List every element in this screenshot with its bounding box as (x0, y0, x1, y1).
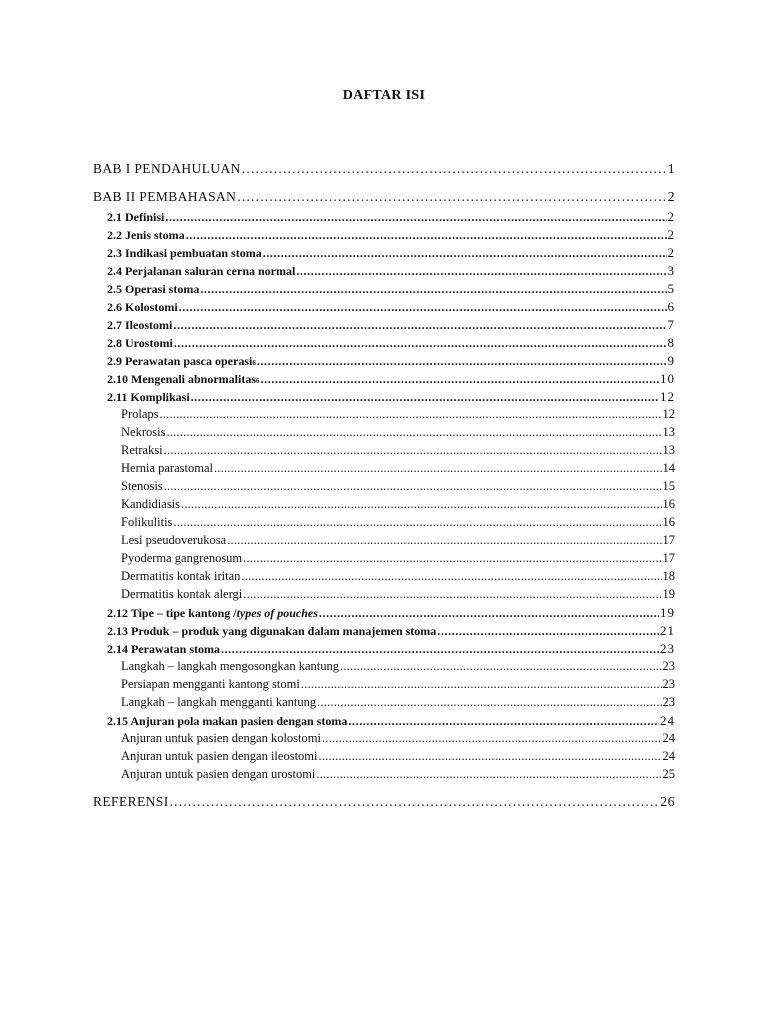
toc-entry-label: Prolaps (121, 407, 159, 421)
toc-entry-label: 2.3 Indikasi pembuatan stoma (107, 246, 262, 260)
toc-entry-page: 18 (662, 569, 675, 583)
toc-entry: 2.10 Mengenali abnormalitas 6 ..... 10 (107, 371, 675, 387)
toc-entry (121, 533, 675, 548)
toc-entry-page: 13 (662, 425, 675, 439)
toc-entry (107, 641, 675, 657)
toc-entry (121, 749, 675, 764)
toc-entry-label: Hernia parastomal (121, 461, 213, 475)
toc-entry-page: 15 (662, 479, 675, 493)
toc-entry-page: 14 (662, 461, 675, 475)
toc-entry (121, 497, 675, 512)
toc-entry-label: 2.1 Definisi (107, 210, 165, 224)
toc-entry-label: 2.9 Perawatan pasca operasi (107, 354, 253, 368)
toc-dot-leader (179, 300, 667, 315)
toc-entry-label: 2.4 Perjalanan saluran cerna normal (107, 264, 296, 278)
toc-entry: 2.9 Perawatan pasca operasi 6 ..... 9 (107, 353, 675, 369)
toc-dot-leader (301, 677, 662, 692)
toc-dot-leader (437, 624, 659, 639)
toc-entry-label: 2.7 Ileostomi (107, 318, 173, 332)
toc-entry-page: 21 (660, 623, 675, 638)
toc-dot-leader (221, 642, 659, 657)
toc-entry (93, 189, 675, 206)
toc-entry (121, 443, 675, 458)
toc-entry-page: 19 (662, 587, 675, 601)
toc-entry (107, 605, 675, 621)
toc-entry-page: 2 (667, 209, 675, 224)
toc-entry-page: 3 (667, 263, 675, 278)
toc-entry-page: 24 (662, 749, 675, 763)
toc-entry-label: Pyoderma gangrenosum (121, 551, 243, 565)
toc-entry-page: 12 (660, 389, 675, 404)
toc-entry-page: 23 (662, 659, 675, 673)
toc-dot-leader (164, 443, 662, 458)
toc-entry (121, 659, 675, 674)
toc-entry-page: 9 (667, 353, 675, 368)
toc-dot-leader (348, 714, 659, 729)
toc-entry-page: 23 (660, 641, 675, 656)
toc-entry-label: 2.13 Produk – produk yang digunakan dalam manajemen stoma (107, 624, 437, 638)
toc-entry-page: 8 (667, 335, 675, 350)
toc-entry (121, 515, 675, 530)
toc-dot-leader (173, 515, 661, 530)
toc-entry-label: REFERENSI (93, 794, 169, 809)
toc-dot-leader (317, 695, 661, 710)
toc-entry (107, 713, 675, 729)
toc-dot-leader (319, 749, 662, 764)
toc-entry-label: Nekrosis (121, 425, 166, 439)
toc-dot-leader (227, 533, 661, 548)
toc-entry (93, 161, 675, 178)
toc-entry-page: 1 (667, 162, 675, 177)
toc-entry (107, 389, 675, 405)
toc-entry-label: Persiapan mengganti kantong stomi (121, 677, 300, 691)
toc-entry (121, 587, 675, 602)
toc-entry-page: 2 (667, 245, 675, 260)
toc-entry-page: 5 (667, 281, 675, 296)
toc-dot-leader (243, 551, 661, 566)
toc-dot-leader (316, 767, 661, 782)
toc-entry-label: Langkah – langkah mengganti kantung (121, 695, 317, 709)
toc-dot-leader (166, 425, 661, 440)
toc-entry-page: 24 (662, 731, 675, 745)
toc-dot-leader (186, 228, 667, 243)
toc-entry-page: 16 (662, 497, 675, 511)
toc-entry (93, 794, 675, 811)
toc-entry (121, 551, 675, 566)
toc-dot-leader (200, 282, 666, 297)
toc-entry (121, 767, 675, 782)
toc-entry-label: Anjuran untuk pasien dengan kolostomi (121, 731, 321, 745)
toc-entry-page: 6 (667, 299, 675, 314)
toc-entry-page: 25 (662, 767, 675, 781)
toc-entry-page: 19 (660, 605, 675, 620)
toc-dot-leader (160, 407, 662, 422)
toc-entry-page: 7 (667, 317, 675, 332)
toc-entry-page: 13 (662, 443, 675, 457)
toc-entry-label: BAB II PEMBAHASAN (93, 189, 237, 204)
toc-dot-leader (214, 461, 662, 476)
toc-entry (107, 263, 675, 279)
toc-entry-label-italic: types of pouches (236, 606, 318, 620)
toc-entry-page: 12 (662, 407, 675, 421)
toc-dot-leader (165, 210, 666, 225)
toc-entry (107, 317, 675, 333)
toc-entry-label: Kandidiasis (121, 497, 181, 511)
toc-dot-leader (173, 318, 666, 333)
toc-entry (107, 281, 675, 297)
toc-entry (107, 227, 675, 243)
toc-entry-page: 2 (667, 227, 675, 242)
toc-entry-label: 2.11 Komplikasi (107, 390, 190, 404)
toc-entry (121, 425, 675, 440)
toc-entry (121, 695, 675, 710)
toc-entry-label: Stenosis (121, 479, 163, 493)
toc-entry-label: Dermatitis kontak alergi (121, 587, 243, 601)
toc-dot-leader (170, 794, 660, 810)
toc-dot-leader (322, 731, 662, 746)
toc-entry-page: 26 (660, 795, 675, 810)
toc-entry-page: 24 (660, 713, 675, 728)
toc-entry (121, 677, 675, 692)
toc-entry (121, 461, 675, 476)
toc-entry-page: 16 (662, 515, 675, 529)
toc-entry-label: 2.15 Anjuran pola makan pasien dengan stoma (107, 714, 348, 728)
toc-dot-leader (261, 372, 660, 387)
toc-entry-label: Folikulitis (121, 515, 173, 529)
toc-entry-page: 10 (660, 371, 675, 386)
toc-entry-label: Dermatitis kontak iritan (121, 569, 241, 583)
toc-entry-label: 2.12 Tipe – tipe kantong / (107, 606, 237, 620)
toc-entry-label: Retraksi (121, 443, 163, 457)
page-title: DAFTAR ISI (342, 88, 426, 103)
toc-dot-leader (181, 497, 661, 512)
toc-entry-label: Anjuran untuk pasien dengan ileostomi (121, 749, 318, 763)
toc-entry (107, 335, 675, 351)
toc-entry (107, 245, 675, 261)
toc-entry-label: 2.6 Kolostomi (107, 300, 178, 314)
toc-dot-leader (257, 354, 667, 369)
toc-dot-leader (319, 606, 659, 621)
toc-dot-leader (237, 189, 666, 205)
toc-entry-label: Langkah – langkah mengosongkan kantung (121, 659, 340, 673)
toc-entry-label: 2.10 Mengenali abnormalitas (107, 372, 256, 386)
toc-dot-leader (242, 161, 667, 177)
toc-entry (107, 299, 675, 315)
toc-entry-page: 2 (667, 190, 675, 205)
toc-entry (107, 623, 675, 639)
toc-entry (121, 569, 675, 584)
toc-entry-label: Lesi pseudoverukosa (121, 533, 227, 547)
toc-entry-page: 17 (662, 551, 675, 565)
toc-entry (107, 209, 675, 225)
toc-dot-leader (174, 336, 667, 351)
toc-entry-page: 23 (662, 677, 675, 691)
toc-entry (121, 731, 675, 746)
toc-dot-leader (263, 246, 667, 261)
toc-entry-page: 23 (662, 695, 675, 709)
toc-entry-label: 2.2 Jenis stoma (107, 228, 185, 242)
toc-entry-label: 2.14 Perawatan stoma (107, 642, 220, 656)
toc-entry-label: 2.5 Operasi stoma (107, 282, 200, 296)
toc-entry-page: 17 (662, 533, 675, 547)
toc-dot-leader (191, 390, 659, 405)
toc-dot-leader (164, 479, 662, 494)
toc-entry (121, 479, 675, 494)
toc-dot-leader (243, 587, 661, 602)
toc-dot-leader (241, 569, 661, 584)
toc-entry-label: BAB I PENDAHULUAN (93, 161, 241, 176)
toc-entry (121, 407, 675, 422)
toc-entry-label: 2.8 Urostomi (107, 336, 173, 350)
toc-entry-label: Anjuran untuk pasien dengan urostomi (121, 767, 316, 781)
toc-dot-leader (340, 659, 661, 674)
toc-dot-leader (296, 264, 666, 279)
